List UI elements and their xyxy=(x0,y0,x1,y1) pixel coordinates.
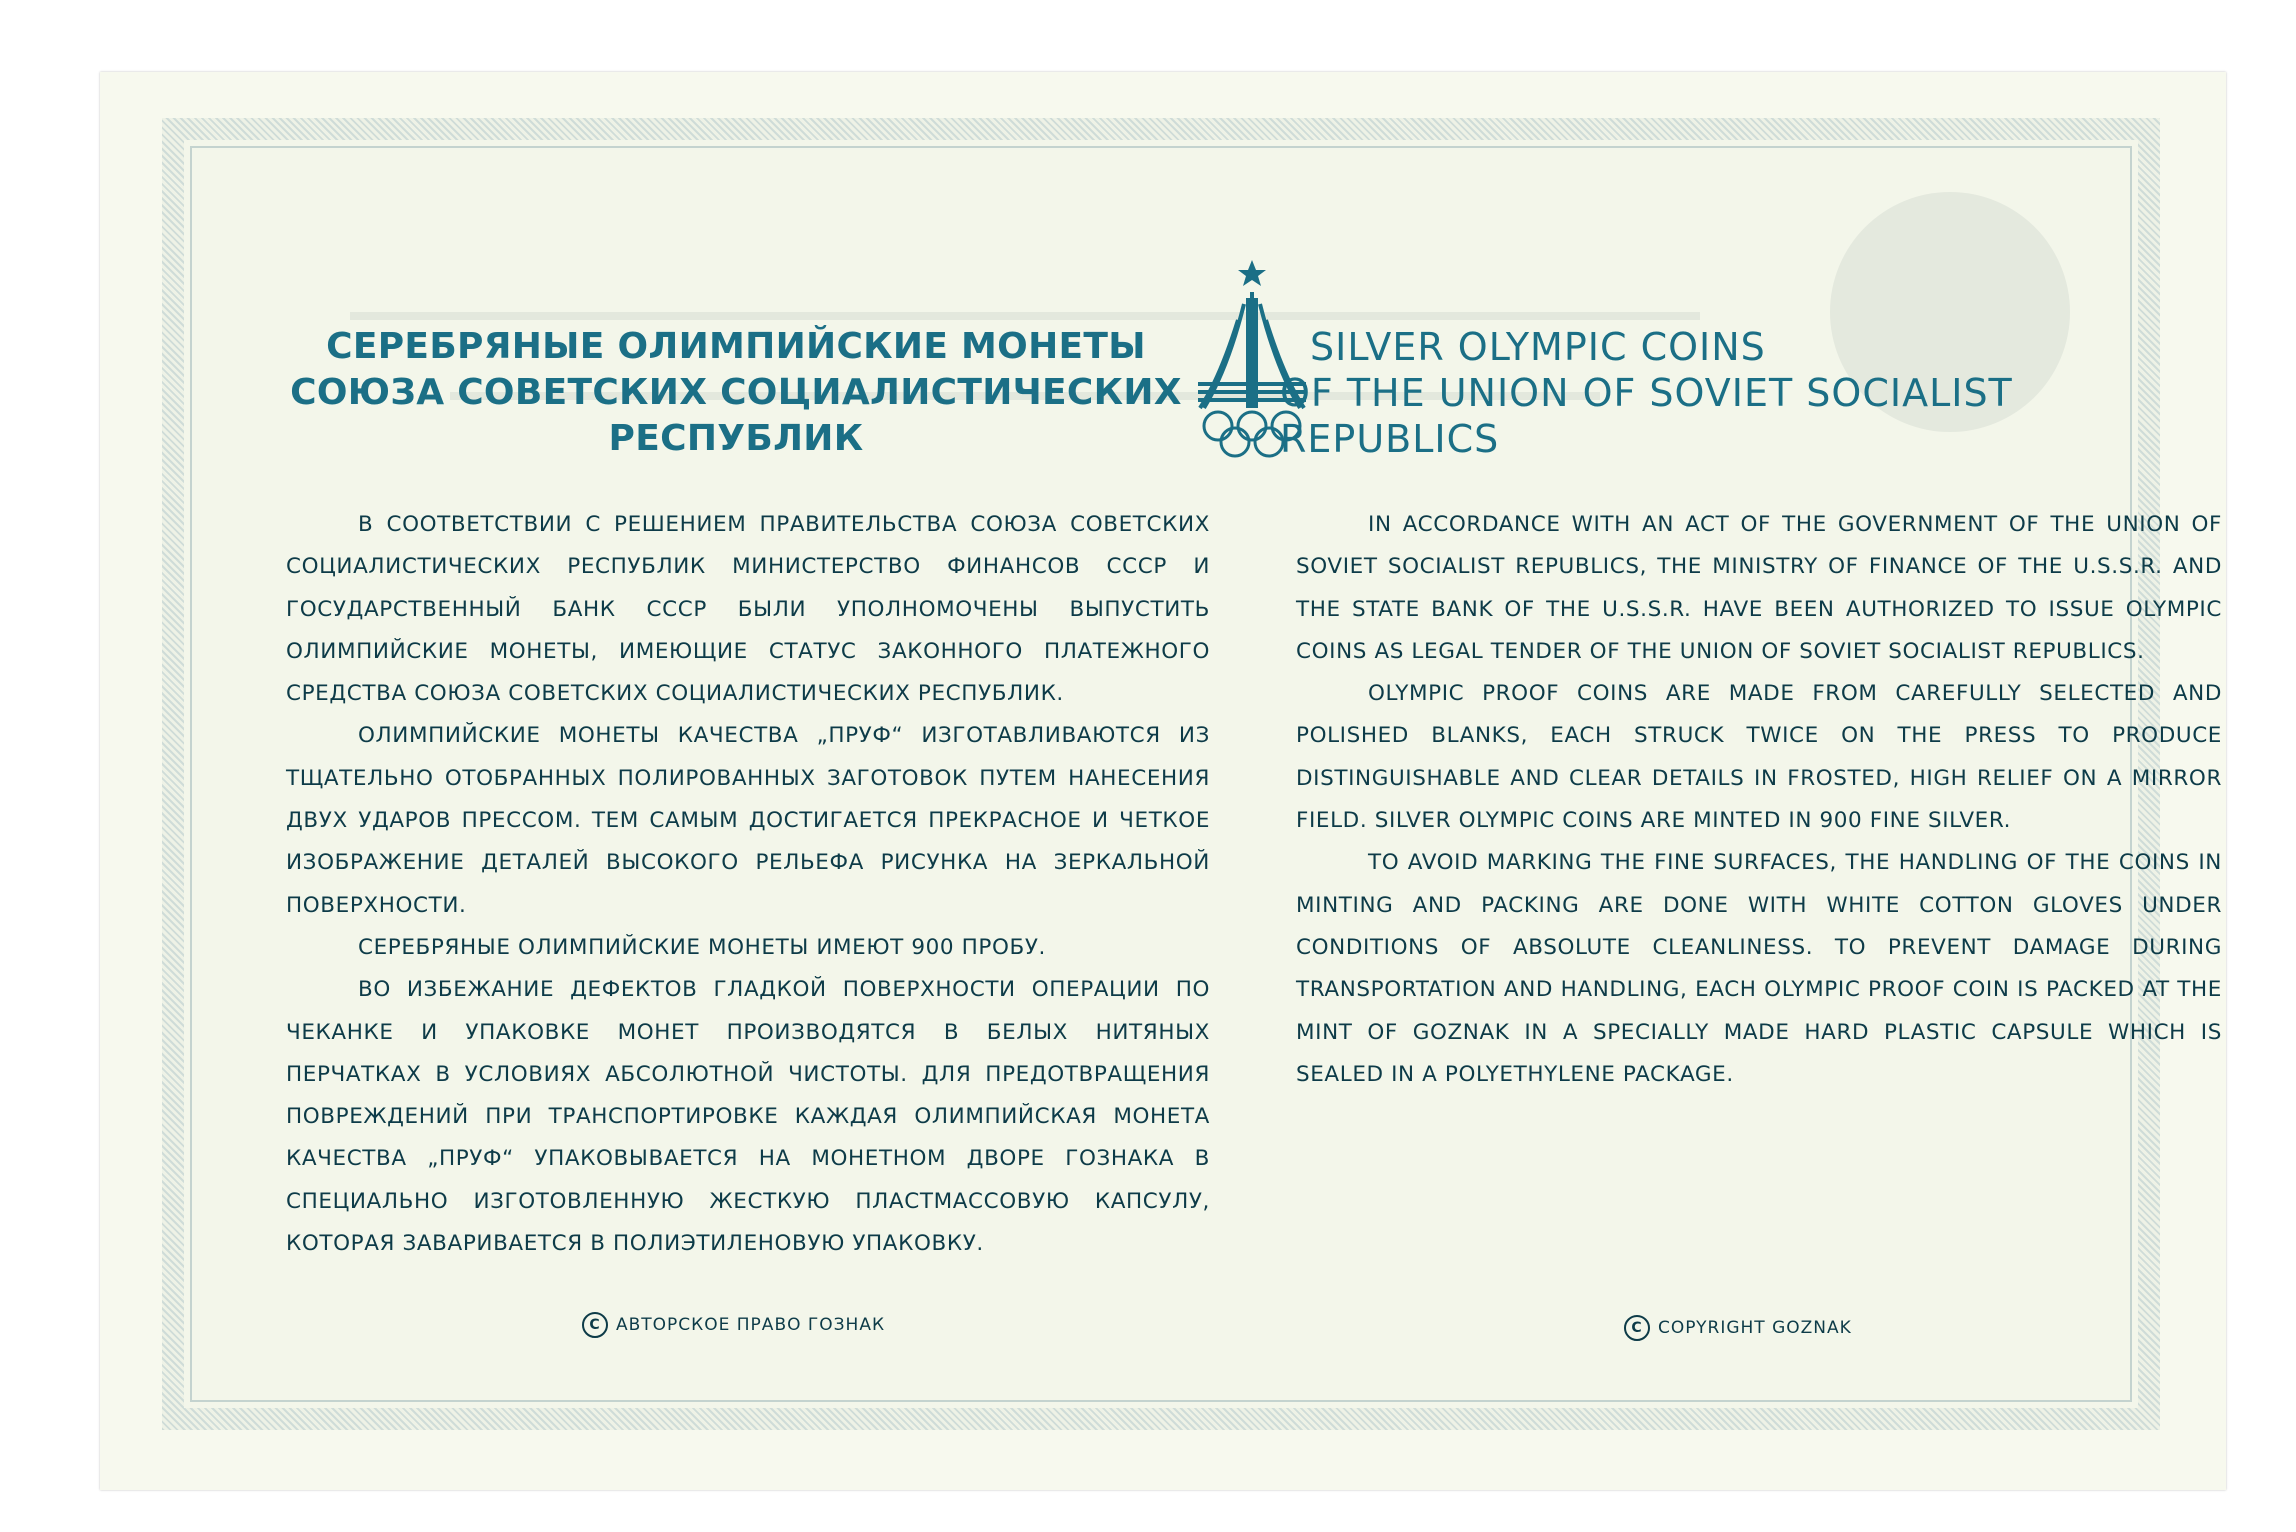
title-en-line1: SILVER OLYMPIC COINS xyxy=(1310,325,1766,369)
copyright-icon: C xyxy=(1624,1315,1650,1341)
russian-text-column xyxy=(286,504,1210,1265)
en-paragraph: IN ACCORDANCE WITH AN ACT OF THE GOVERNMENT OF THE UNION OF SOVIET SOCIALIST REPUBLICS, THE MINISTRY OF FINANCE OF THE U.S.S.R. AND THE STATE BANK OF THE U.S.S.R. HAVE BEEN AUTHORIZED TO ISSUE OLYMPIC COINS AS LEGAL TENDER OF THE UNION OF SOVIET SOCIALIST REPUBLICS. xyxy=(1296,512,2222,664)
certificate-sheet xyxy=(100,72,2226,1490)
en-paragraph: TO AVOID MARKING THE FINE SURFACES, THE HANDLING OF THE COINS IN MINTING AND PACKING ARE DONE WITH WHITE COTTON GLOVES UNDER CONDITIONS OF ABSOLUTE CLEANLINESS. TO PREVENT DAMAGE DURING TRANSPORTATION AND HANDLING, EACH OLYMPIC PROOF COIN IS PACKED AT THE MINT OF GOZNAK IN A SPECIALLY MADE HARD PLASTIC CAPSULE WHICH IS SEALED IN A POLYETHYLENE PACKAGE. xyxy=(1296,850,2222,1087)
en-paragraph: OLYMPIC PROOF COINS ARE MADE FROM CAREFULLY SELECTED AND POLISHED BLANKS, EACH STRUCK TWICE ON THE PRESS TO PRODUCE DISTINGUISHABLE AND CLEAR DETAILS IN FROSTED, HIGH RELIEF ON A MIRROR FIELD. SILVER OLYMPIC COINS ARE MINTED IN 900 FINE SILVER. xyxy=(1296,681,2222,834)
ru-paragraph: ОЛИМПИЙСКИЕ МОНЕТЫ КАЧЕСТВА „ПРУФ“ ИЗГОТАВЛИВАЮТСЯ ИЗ ТЩАТЕЛЬНО ОТОБРАННЫХ ПОЛИРОВАННЫХ ЗАГОТОВОК ПУТЕМ НАНЕСЕНИЯ ДВУХ УДАРОВ ПРЕССОМ. ТЕМ САМЫМ ДОСТИГАЕТСЯ ПРЕКРАСНОЕ И ЧЕТКОЕ ИЗОБРАЖЕНИЕ ДЕТАЛЕЙ ВЫСОКОГО РЕЛЬЕФА РИСУНКА НА ЗЕРКАЛЬНОЙ ПОВЕРХНОСТИ. xyxy=(286,723,1210,918)
title-ru-line1: СЕРЕБРЯНЫЕ ОЛИМПИЙСКИЕ МОНЕТЫ xyxy=(326,326,1146,367)
title-ru-line2: СОЮЗА СОВЕТСКИХ СОЦИАЛИСТИЧЕСКИХ РЕСПУБЛИК xyxy=(290,372,1182,459)
title-russian xyxy=(290,324,1182,462)
ru-paragraph: ВО ИЗБЕЖАНИЕ ДЕФЕКТОВ ГЛАДКОЙ ПОВЕРХНОСТИ ОПЕРАЦИИ ПО ЧЕКАНКЕ И УПАКОВКЕ МОНЕТ ПРОИЗВОДЯТСЯ В БЕЛЫХ НИТЯНЫХ ПЕРЧАТКАХ В УСЛОВИЯХ АБСОЛЮТНОЙ ЧИСТОТЫ. ДЛЯ ПРЕДОТВРАЩЕНИЯ ПОВРЕЖДЕНИЙ ПРИ ТРАНСПОРТИРОВКЕ КАЖДАЯ ОЛИМПИЙСКАЯ МОНЕТА КАЧЕСТВА „ПРУФ“ УПАКОВЫВАЕТСЯ НА МОНЕТНОМ ДВОРЕ ГОЗНАКА В СПЕЦИАЛЬНО ИЗГОТОВЛЕННУЮ ЖЕСТКУЮ ПЛАСТМАССОВУЮ КАПСУЛУ, КОТОРАЯ ЗАВАРИВАЕТСЯ В ПОЛИЭТИЛЕНОВУЮ УПАКОВКУ. xyxy=(286,977,1210,1257)
copyright-russian xyxy=(582,1312,885,1338)
copyright-ru-text: АВТОРСКОЕ ПРАВО ГОЗНАК xyxy=(616,1315,886,1335)
ru-paragraph: СЕРЕБРЯНЫЕ ОЛИМПИЙСКИЕ МОНЕТЫ ИМЕЮТ 900 ПРОБУ. xyxy=(358,934,1046,960)
title-en-line2: OF THE UNION OF SOVIET SOCIALIST REPUBLICS xyxy=(1280,371,2013,461)
english-text-column xyxy=(1296,504,2222,1096)
copyright-english xyxy=(1624,1315,1852,1341)
ru-paragraph: В СООТВЕТСТВИИ С РЕШЕНИЕМ ПРАВИТЕЛЬСТВА СОЮЗА СОВЕТСКИХ СОЦИАЛИСТИЧЕСКИХ РЕСПУБЛИК МИНИСТЕРСТВО ФИНАНСОВ СССР И ГОСУДАРСТВЕННЫЙ БАНК СССР БЫЛИ УПОЛНОМОЧЕНЫ ВЫПУСТИТЬ ОЛИМПИЙСКИЕ МОНЕТЫ, ИМЕЮЩИЕ СТАТУС ЗАКОННОГО ПЛАТЕЖНОГО СРЕДСТВА СОЮЗА СОВЕТСКИХ СОЦИАЛИСТИЧЕСКИХ РЕСПУБЛИК. xyxy=(286,512,1210,707)
copyright-en-text: COPYRIGHT GOZNAK xyxy=(1658,1318,1852,1338)
copyright-icon: C xyxy=(582,1312,608,1338)
title-english xyxy=(1280,324,2220,462)
